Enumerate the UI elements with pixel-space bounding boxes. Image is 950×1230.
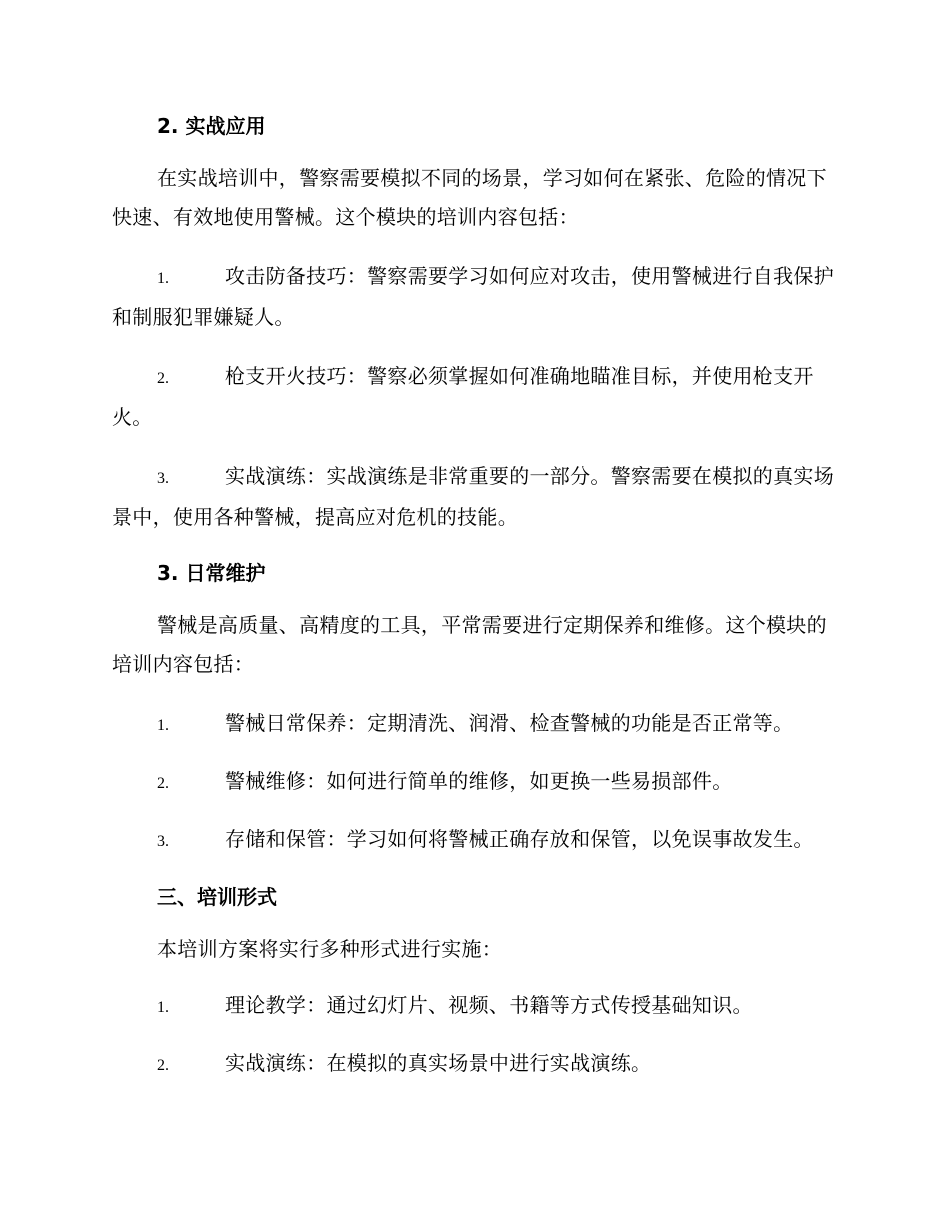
list-number: 2. [157, 1057, 169, 1074]
list-item [112, 357, 834, 437]
list-text: 枪支开火技巧：警察必须掌握如何准确地瞄准目标，并使用枪支开火。 [112, 364, 814, 429]
list-text: 警械维修：如何进行简单的维修，如更换一些易损部件。 [225, 769, 733, 793]
list-number: 1. [157, 717, 169, 734]
list-text: 警械日常保养：定期清洗、润滑、检查警械的功能是否正常等。 [225, 711, 794, 735]
document-body [112, 110, 834, 1085]
list-text: 实战演练：实战演练是非常重要的一部分。警察需要在模拟的真实场景中，使用各种警械，提高应对危机的技能。 [112, 464, 834, 529]
list-item [112, 820, 834, 861]
paragraph-maintenance-intro: 警械是高质量、高精度的工具，平常需要进行定期保养和维修。这个模块的培训内容包括： [112, 613, 827, 676]
list-number: 1. [157, 270, 169, 287]
section-heading-training-format: 三、培训形式 [157, 885, 277, 909]
list-item [112, 457, 834, 537]
list-item [112, 762, 834, 803]
list-number: 2. [157, 775, 169, 792]
section-heading-maintenance: 3. 日常维护 [157, 561, 266, 585]
list-text: 存储和保管：学习如何将警械正确存放和保管，以免误事故发生。 [225, 827, 814, 851]
list-number: 2. [157, 370, 169, 387]
list-number: 3. [157, 470, 169, 487]
list-number: 3. [157, 833, 169, 850]
list-item [112, 257, 834, 337]
list-item [112, 704, 834, 745]
list-text: 理论教学：通过幻灯片、视频、书籍等方式传授基础知识。 [225, 993, 753, 1017]
list-item [112, 986, 834, 1027]
list-text: 攻击防备技巧：警察需要学习如何应对攻击，使用警械进行自我保护和制服犯罪嫌疑人。 [112, 264, 834, 329]
paragraph-training-format-intro: 本培训方案将实行多种形式进行实施： [157, 937, 503, 961]
list-text: 实战演练：在模拟的真实场景中进行实战演练。 [225, 1051, 652, 1075]
list-item [112, 1044, 834, 1085]
paragraph-practical-intro: 在实战培训中，警察需要模拟不同的场景，学习如何在紧张、危险的情况下快速、有效地使用警械。这个模块的培训内容包括： [112, 166, 827, 229]
list-number: 1. [157, 999, 169, 1016]
section-heading-practical: 2. 实战应用 [157, 114, 266, 138]
